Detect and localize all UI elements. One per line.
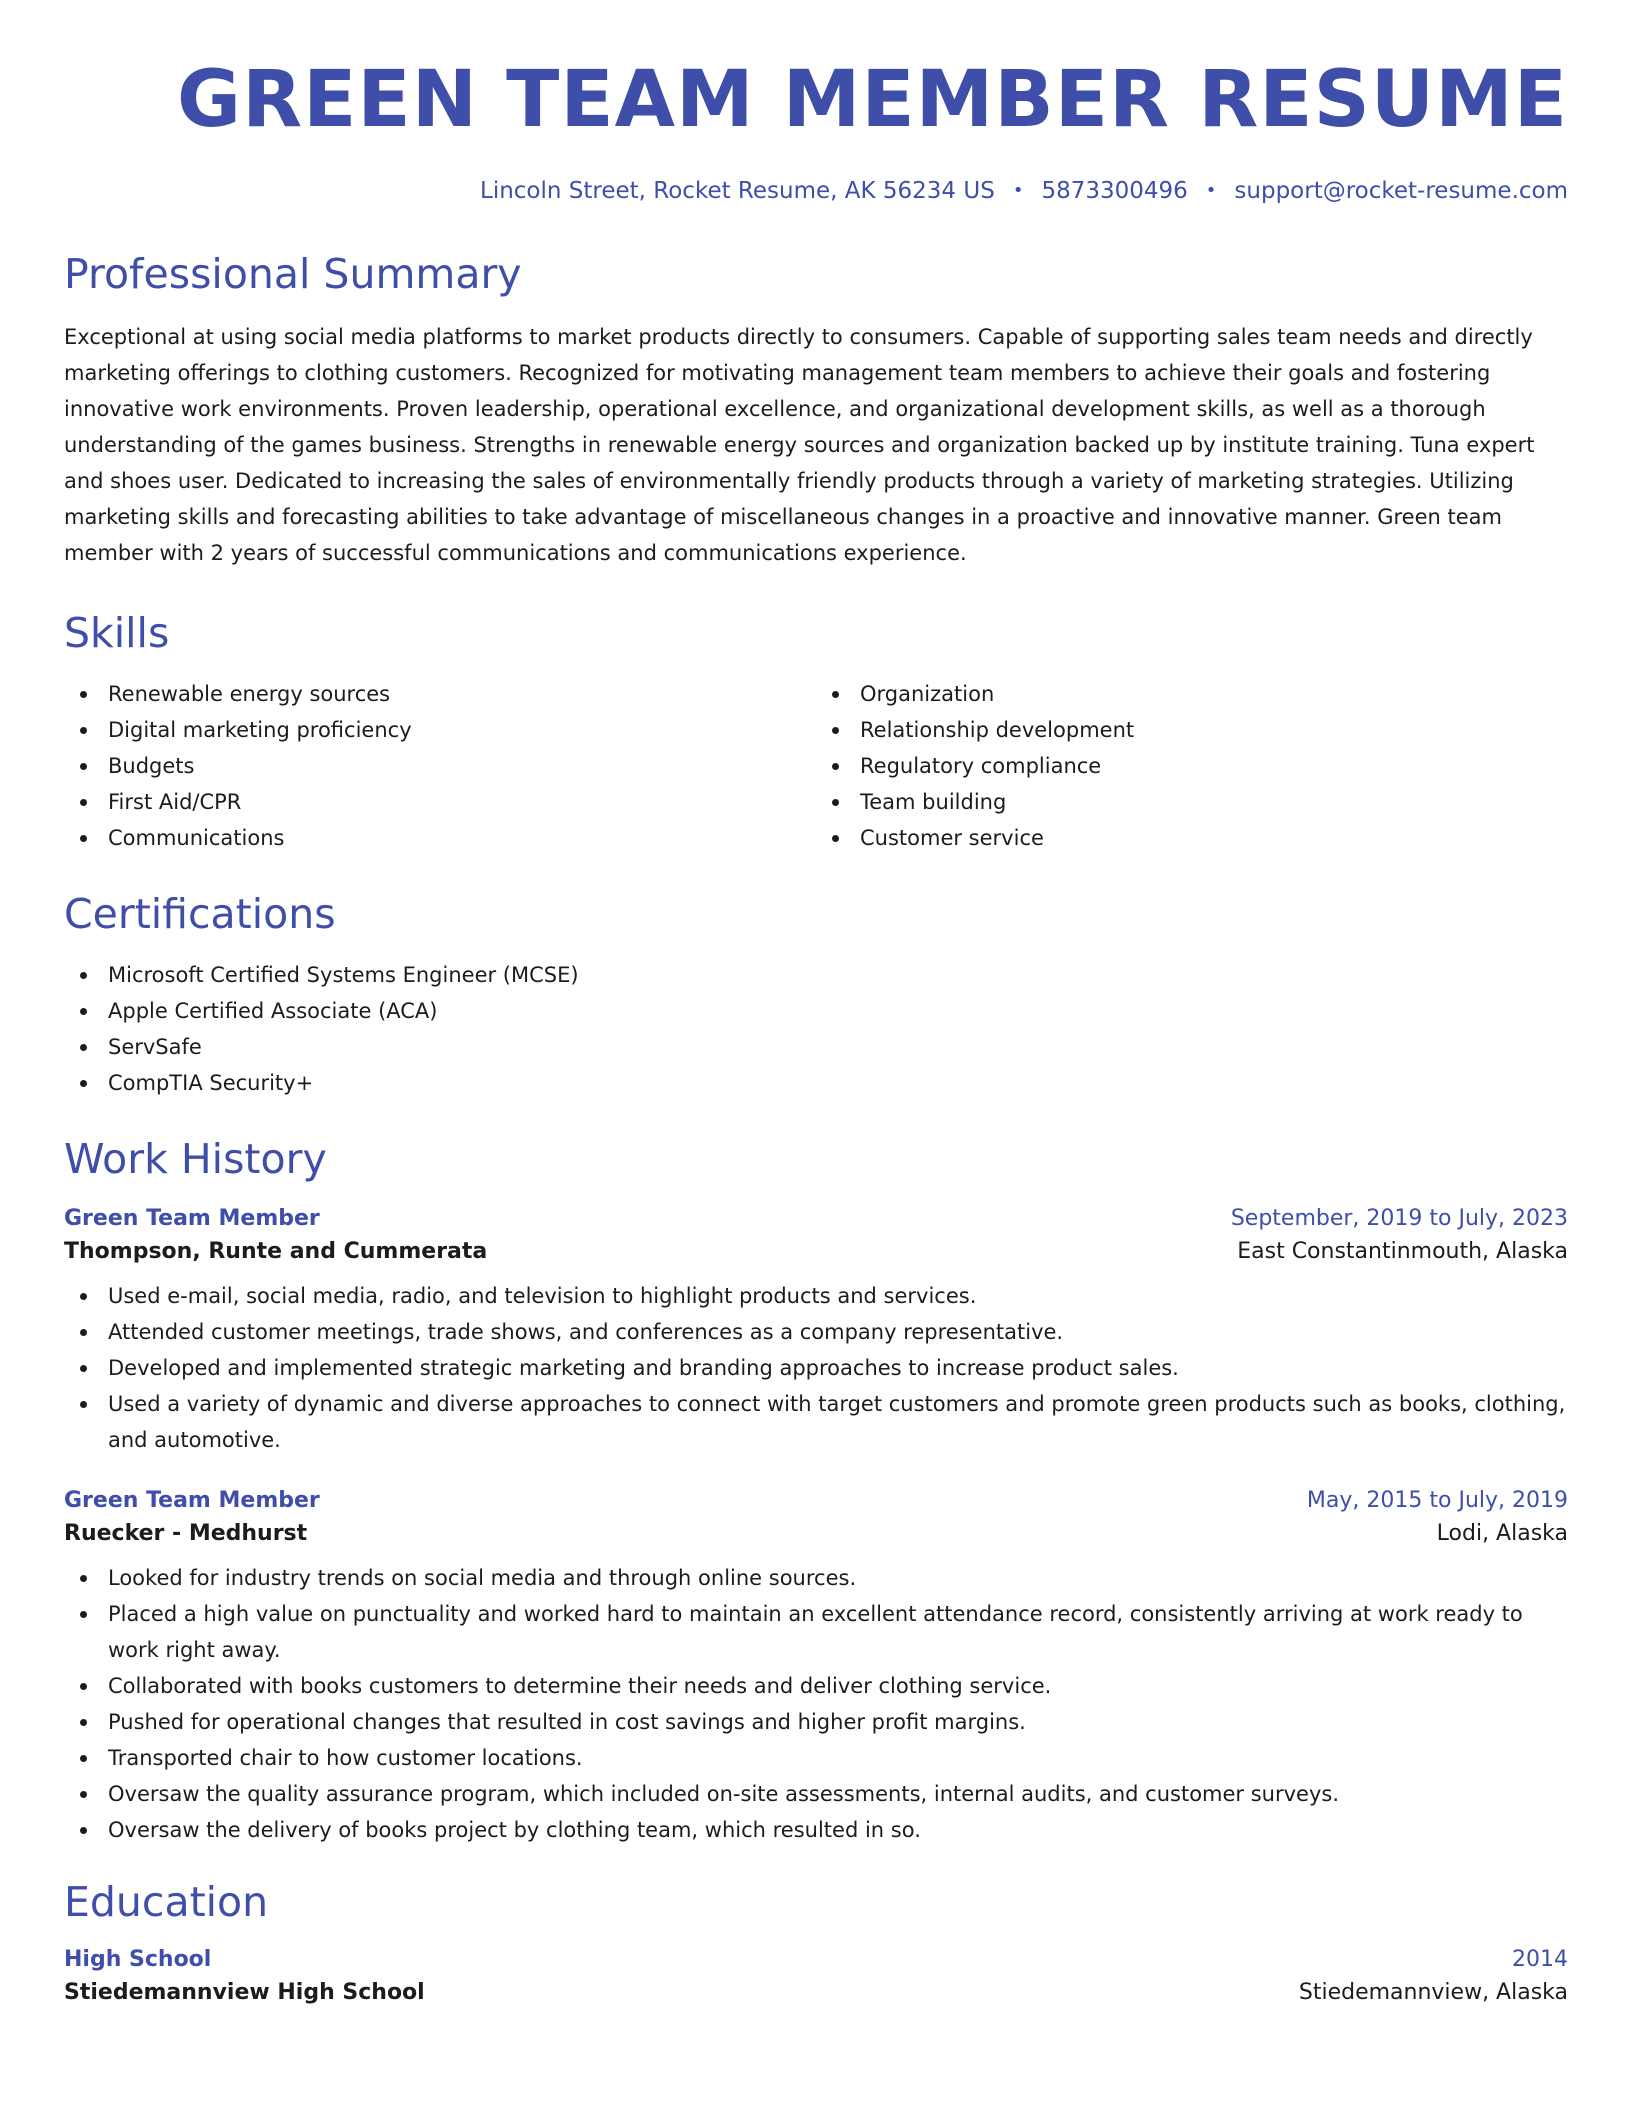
job-bullet: Collaborated with books customers to determine their needs and deliver clothing service. xyxy=(64,1668,1568,1704)
job-title: Green Team Member xyxy=(64,1206,320,1232)
job-header xyxy=(64,1206,1568,1231)
contact-address: Lincoln Street, Rocket Resume, AK 56234 US xyxy=(480,177,995,204)
job-bullet: Used e-mail, social media, radio, and television to highlight products and services. xyxy=(64,1278,1568,1314)
job-bullet: Used a variety of dynamic and diverse approaches to connect with target customers and promote green products such as books, clothing, and automotive. xyxy=(64,1386,1568,1458)
certification-item: Apple Certified Associate (ACA) xyxy=(64,993,1568,1029)
resume-header xyxy=(64,0,1568,204)
skill-item: First Aid/CPR xyxy=(64,784,816,820)
job-bullet: Transported chair to how customer locations. xyxy=(64,1740,1568,1776)
education-degree: High School xyxy=(64,1947,212,1973)
summary-heading: Professional Summary xyxy=(64,249,522,298)
certification-item: CompTIA Security+ xyxy=(64,1065,1568,1101)
skill-item: Regulatory compliance xyxy=(816,748,1568,784)
job-entry xyxy=(64,1488,1568,1848)
job-location: Lodi, Alaska xyxy=(1436,1521,1568,1547)
job-bullet: Developed and implemented strategic marketing and branding approaches to increase product sales. xyxy=(64,1350,1568,1386)
skills-heading: Skills xyxy=(64,608,170,657)
job-entry xyxy=(64,1206,1568,1458)
skill-item: Organization xyxy=(816,676,1568,712)
job-location: East Constantinmouth, Alaska xyxy=(1237,1239,1568,1265)
job-dates: September, 2019 to July, 2023 xyxy=(1230,1206,1568,1232)
skills-list-right xyxy=(816,676,1568,856)
skill-item: Budgets xyxy=(64,748,816,784)
skill-item: Relationship development xyxy=(816,712,1568,748)
skill-item: Customer service xyxy=(816,820,1568,856)
skills-column-left xyxy=(64,676,816,856)
education-year: 2014 xyxy=(1512,1947,1568,1973)
job-bullet: Looked for industry trends on social media and through online sources. xyxy=(64,1560,1568,1596)
job-bullet: Placed a high value on punctuality and worked hard to maintain an excellent attendance record, consistently arriving at work ready to work right away. xyxy=(64,1596,1568,1668)
contact-line xyxy=(64,178,1568,204)
job-bullet: Oversaw the delivery of books project by clothing team, which resulted in so. xyxy=(64,1812,1568,1848)
certifications-heading: Certifications xyxy=(64,890,336,939)
skill-item: Communications xyxy=(64,820,816,856)
skill-item: Digital marketing proficiency xyxy=(64,712,816,748)
job-bullet: Attended customer meetings, trade shows, and conferences as a company representative. xyxy=(64,1314,1568,1350)
job-bullet: Oversaw the quality assurance program, which included on-site assessments, internal audits, and customer surveys. xyxy=(64,1776,1568,1812)
skills-list-left xyxy=(64,676,816,856)
education-header xyxy=(64,1947,1568,1972)
job-subheader xyxy=(64,1239,1568,1264)
job-header xyxy=(64,1488,1568,1513)
summary-section xyxy=(64,249,1568,571)
contact-separator: • xyxy=(1205,180,1217,202)
education-school: Stiedemannview High School xyxy=(64,1980,425,2006)
skills-section xyxy=(64,608,1568,856)
job-dates: May, 2015 to July, 2019 xyxy=(1306,1488,1568,1514)
skills-columns xyxy=(64,676,1568,856)
education-location: Stiedemannview, Alaska xyxy=(1298,1980,1568,2006)
job-bullets xyxy=(64,1278,1568,1458)
resume-title: GREEN TEAM MEMBER RESUME xyxy=(177,55,1568,145)
job-bullet: Pushed for operational changes that resulted in cost savings and higher profit margins. xyxy=(64,1704,1568,1740)
job-company: Thompson, Runte and Cummerata xyxy=(64,1239,488,1265)
job-company: Ruecker - Medhurst xyxy=(64,1521,308,1547)
skill-item: Team building xyxy=(816,784,1568,820)
certification-item: ServSafe xyxy=(64,1029,1568,1065)
certifications-section xyxy=(64,892,1568,1101)
contact-email: support@rocket-resume.com xyxy=(1234,177,1568,204)
education-section xyxy=(64,1880,1568,2005)
work-history-heading: Work History xyxy=(64,1135,327,1184)
skill-item: Renewable energy sources xyxy=(64,676,816,712)
certifications-list xyxy=(64,957,1568,1101)
certification-item: Microsoft Certified Systems Engineer (MCSE) xyxy=(64,957,1568,993)
job-title: Green Team Member xyxy=(64,1488,320,1514)
education-heading: Education xyxy=(64,1878,269,1927)
skills-column-right xyxy=(816,676,1568,856)
job-subheader xyxy=(64,1521,1568,1546)
job-bullets xyxy=(64,1560,1568,1848)
contact-separator: • xyxy=(1012,180,1024,202)
contact-phone: 5873300496 xyxy=(1041,177,1188,204)
summary-text: Exceptional at using social media platforms to market products directly to consumers. Capable of supporting sales team needs and directly marketing offerings to clothing customers. Recognized for motivating management team members to achieve their goals and fostering innovative work environments. Proven leadership, operational excellence, and organizational development skills, as well as a thorough understanding of the games business. Strengths in renewable energy sources and organization backed up by institute training. Tuna expert and shoes user. Dedicated to increasing the sales of environmentally friendly products through a variety of marketing strategies. Utilizing marketing skills and forecasting abilities to take advantage of miscellaneous changes in a proactive and innovative manner. Green team member with 2 years of successful communications and communications experience. xyxy=(64,324,1535,565)
education-entry xyxy=(64,1947,1568,2005)
work-history-section xyxy=(64,1137,1568,1848)
education-subheader xyxy=(64,1980,1568,2005)
